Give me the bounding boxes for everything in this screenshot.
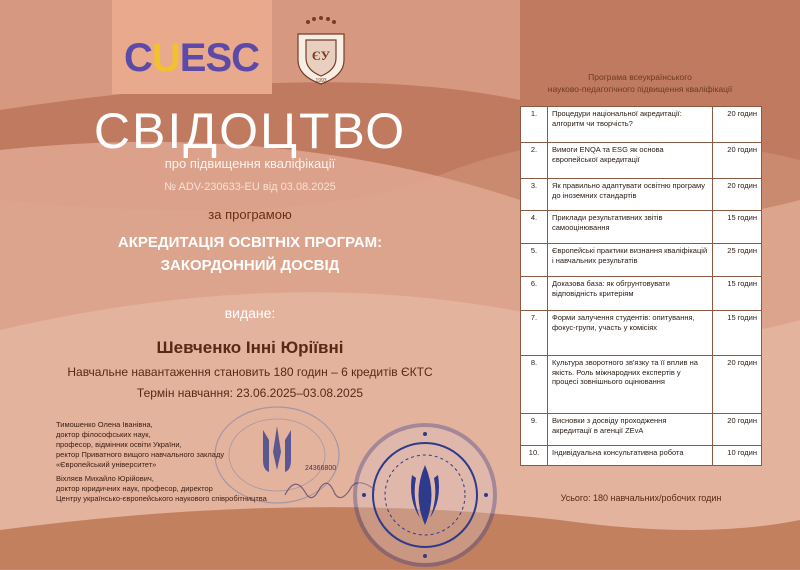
svg-text:24366800: 24366800 <box>305 465 337 472</box>
table-row: 2. Вимоги ENQA та ESG як основа європейської акредитації 20 годин <box>521 143 762 179</box>
certificate-subtitle: про підвищення кваліфікації <box>164 156 336 171</box>
certificate-title: СВІДОЦТВО <box>93 103 407 159</box>
program-header: Програма всеукраїнського науково-педагогічного підвищення кваліфікації <box>547 72 733 94</box>
table-row: 10. Індивідуальна консультативна робота 10 годин <box>521 446 762 466</box>
table-row: 5. Європейські практики визнання кваліфікацій і навчальних результатів 25 годин <box>521 244 762 277</box>
program-label: за програмою <box>208 207 292 222</box>
svg-text:ЄУ: ЄУ <box>311 48 331 63</box>
signatory-1: Тимошенко Олена Іванівна, доктор філософських наук, професор, відмінник освіти України, ректор Приватного вищого навчального закладу «Європейський університет» <box>56 420 225 469</box>
certificate-number: № ADV-230633-EU від 03.08.2025 <box>164 181 336 193</box>
cuesc-logo: CUESC <box>124 36 260 80</box>
table-row: 8. Культура зворотного зв'язку та її вплив на якість. Роль міжнародних експертів у процесі зовнішнього оцінювання 20 годин <box>521 356 762 414</box>
table-row: 3. Як правильно адаптувати освітню програму до іноземних стандартів 20 годин <box>521 179 762 211</box>
cooperation-center-seal-icon <box>350 420 500 570</box>
recipient-name: Шевченко Інні Юріївні <box>156 338 344 357</box>
issued-label: видане: <box>224 305 276 321</box>
table-row: 6. Доказова база: як обгрунтовувати відповідність критеріям 15 годин <box>521 277 762 311</box>
total-hours: Усього: 180 навчальних/робочих годин <box>560 493 722 503</box>
university-crest-icon <box>290 14 352 88</box>
signatory-2: Віхляєв Михайло Юрійович, доктор юридичних наук, професор, директор Центру українсько-європейського наукового співробітництва <box>56 474 267 503</box>
table-row: 1. Процедури національної акредитації: алгоритм чи творчість? 20 годин <box>521 107 762 143</box>
table-row: 7. Форми залучення студентів: опитування, фокус-групи, участь у комісіях 15 годин <box>521 311 762 356</box>
program-table <box>520 106 762 466</box>
study-term: Термін навчання: 23.06.2025–03.08.2025 <box>136 386 364 400</box>
table-row: 9. Висновки з досвіду проходження акредитації в агенції ZEvA 20 годин <box>521 414 762 446</box>
svg-text:1993: 1993 <box>315 78 327 84</box>
study-load: Навчальне навантаження становить 180 годин – 6 кредитів ЄКТС <box>67 365 433 379</box>
program-name-line1: АКРЕДИТАЦІЯ ОСВІТНІХ ПРОГРАМ: <box>117 234 383 251</box>
program-name-line2: ЗАКОРДОННИЙ ДОСВІД <box>160 257 340 274</box>
table-row: 4. Приклади результативних звітів самооцінювання 15 годин <box>521 211 762 244</box>
